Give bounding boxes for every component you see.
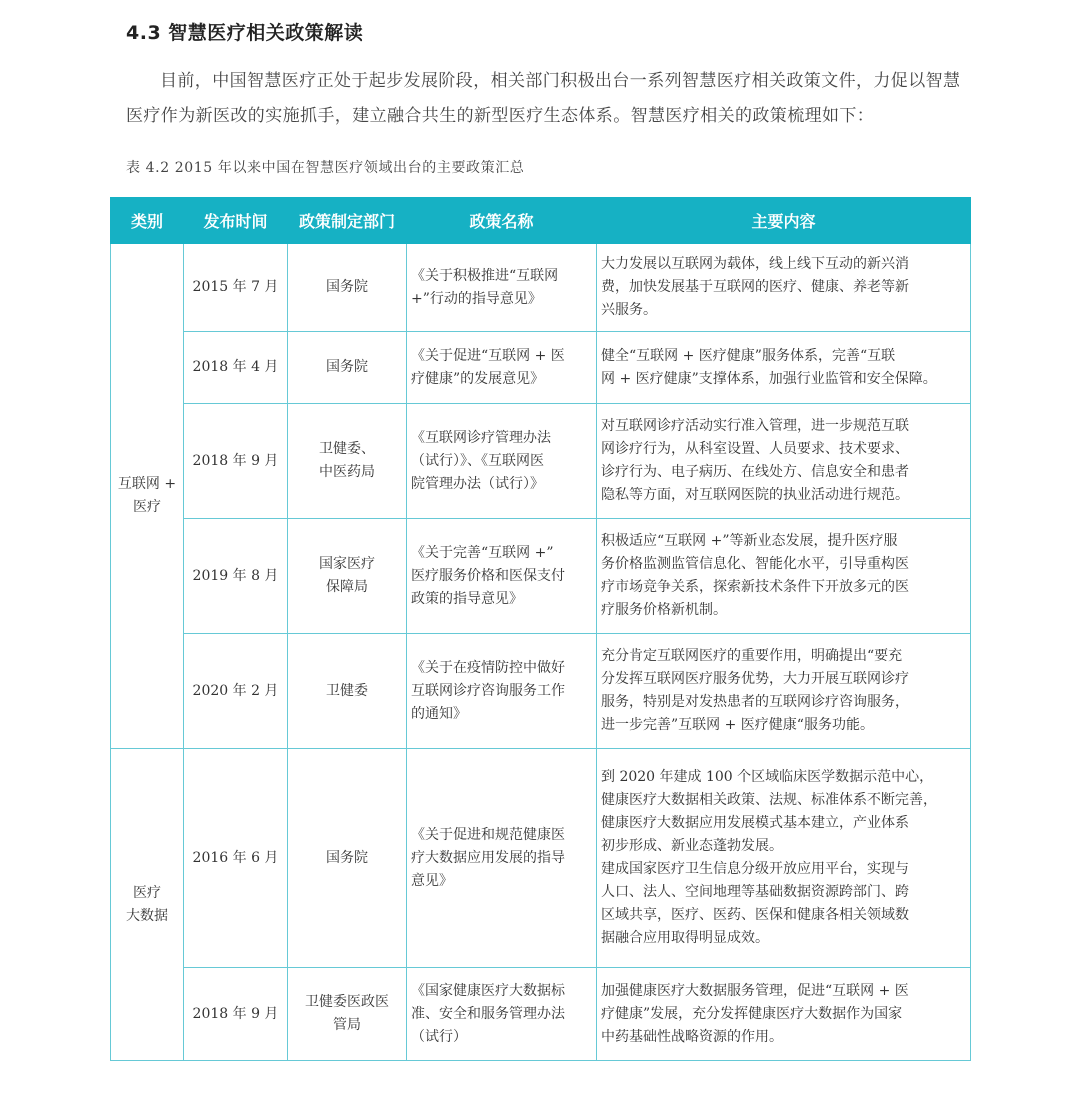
department-cell-line: 国务院: [326, 359, 368, 375]
policy-name-cell-line: （试行）: [411, 1028, 467, 1045]
main-content-cell-line: 网 + 医疗健康”支撑体系，加强行业监管和安全保障。: [601, 370, 937, 387]
department-cell-line: 卫健委: [326, 682, 368, 699]
main-content-cell-line: 中药基础性战略资源的作用。: [601, 1028, 783, 1045]
main-content-cell-line: 分发挥互联网医疗服务优势，大力开展互联网诊疗: [601, 671, 909, 687]
policy-name-cell-line: 的通知》: [411, 705, 467, 722]
header-policy-name: 政策名称: [407, 198, 597, 244]
category-cell: [111, 244, 184, 749]
main-content-cell-line: 进一步完善”互联网 + 医疗健康“服务功能。: [601, 717, 874, 733]
table-row: [111, 244, 971, 332]
main-content-cell: [597, 244, 971, 332]
table-row: [111, 404, 971, 519]
department-cell: [288, 404, 407, 519]
policy-name-cell-line: 《关于在疫情防控中做好: [411, 659, 565, 676]
policy-name-cell: [407, 519, 597, 634]
department-cell: [288, 634, 407, 749]
policy-name-cell-line: +”行动的指导意见》: [411, 290, 542, 307]
policy-name-cell: [407, 968, 597, 1061]
policy-name-cell-line: 《关于促进“互联网 + 医: [411, 347, 565, 364]
policy-table: [110, 197, 971, 1061]
main-content-cell-line: 初步形成、新业态蓬勃发展。: [601, 838, 783, 854]
table-row: [111, 749, 971, 968]
policy-name-cell-line: 意见》: [411, 872, 453, 889]
main-content-cell-line: 对互联网诊疗活动实行准入管理，进一步规范互联: [601, 418, 909, 434]
policy-name-cell-line: 医疗服务价格和医保支付: [411, 567, 565, 584]
date-cell: 2019 年 8 月: [184, 519, 288, 634]
main-content-cell: [597, 968, 971, 1061]
date-cell: 2018 年 9 月: [184, 404, 288, 519]
table-row: [111, 968, 971, 1061]
date-cell: 2020 年 2 月: [184, 634, 288, 749]
policy-name-cell-line: 《互联网诊疗管理办法: [411, 429, 551, 446]
main-content-cell-line: 健康医疗大数据相关政策、法规、标准体系不断完善，: [601, 792, 937, 808]
main-content-cell-line: 隐私等方面，对互联网医院的执业活动进行规范。: [601, 487, 909, 503]
category-cell-line: 医疗: [133, 884, 161, 901]
header-category: 类别: [111, 198, 184, 244]
category-cell-line: 医疗: [133, 499, 161, 515]
header-main-content: 主要内容: [597, 198, 971, 244]
policy-name-cell-line: 《关于完善“互联网 +”: [411, 544, 554, 561]
intro-paragraph: 目前，中国智慧医疗正处于起步发展阶段，相关部门积极出台一系列智慧医疗相关政策文件，力促以智慧医疗作为新医改的实施抓手，建立融合共生的新型医疗生态体系。智慧医疗相关的政策梳理如下：: [126, 71, 961, 126]
main-content-cell-line: 大力发展以互联网为载体，线上线下互动的新兴消: [601, 256, 909, 272]
policy-name-cell-line: （试行）》、《互联网医: [411, 452, 544, 469]
department-cell-line: 保障局: [326, 579, 368, 595]
main-content-cell-line: 人口、法人、空间地理等基础数据资源跨部门、跨: [601, 884, 909, 900]
department-cell-line: 国务院: [326, 279, 368, 295]
main-content-cell-line: 健全“互联网 + 医疗健康”服务体系，完善“互联: [601, 347, 896, 364]
main-content-cell: [597, 634, 971, 749]
table-body: [111, 244, 971, 1061]
main-content-cell-line: 务价格监测监管信息化、智能化水平，引导重构医: [601, 556, 909, 572]
department-cell-line: 卫健委医政医: [305, 994, 389, 1010]
main-content-cell-line: 健康医疗大数据应用发展模式基本建立，产业体系: [601, 815, 909, 831]
main-content-cell-line: 费，加快发展基于互联网的医疗、健康、养老等新: [601, 279, 909, 295]
main-content-cell: [597, 749, 971, 968]
main-content-cell: [597, 332, 971, 404]
main-content-cell-line: 积极适应“互联网 +”等新业态发展，提升医疗服: [601, 533, 898, 549]
policy-name-cell: [407, 749, 597, 968]
policy-name-cell: [407, 404, 597, 519]
main-content-cell-line: 服务，特别是对发热患者的互联网诊疗咨询服务，: [601, 694, 909, 710]
policy-name-cell-line: 政策的指导意见》: [411, 590, 523, 607]
main-content-cell-line: 网诊疗行为，从科室设置、人员要求、技术要求、: [601, 441, 909, 457]
main-content-cell-line: 疗服务价格新机制。: [601, 602, 727, 618]
main-content-cell-line: 兴服务。: [601, 302, 657, 318]
date-cell: 2016 年 6 月: [184, 749, 288, 968]
main-content-cell-line: 诊疗行为、电子病历、在线处方、信息安全和患者: [601, 464, 909, 480]
category-cell: [111, 749, 184, 1061]
department-cell-line: 中医药局: [319, 464, 375, 480]
main-content-cell-line: 充分肯定互联网医疗的重要作用，明确提出“要充: [601, 648, 903, 664]
policy-name-cell-line: 《国家健康医疗大数据标: [411, 982, 565, 999]
department-cell: [288, 968, 407, 1061]
main-content-cell: [597, 404, 971, 519]
table-caption: 表 4.2 2015 年以来中国在智慧医疗领域出台的主要政策汇总: [126, 160, 525, 176]
date-cell: 2015 年 7 月: [184, 244, 288, 332]
header-department: 政策制定部门: [288, 198, 407, 244]
policy-name-cell-line: 疗大数据应用发展的指导: [411, 849, 565, 866]
main-content-cell: [597, 519, 971, 634]
department-cell-line: 国家医疗: [319, 556, 375, 572]
category-cell-line: 互联网 +: [117, 476, 177, 492]
table-row: [111, 519, 971, 634]
section-heading: 4.3 智慧医疗相关政策解读: [126, 22, 364, 44]
main-content-cell-line: 疗市场竞争关系，探索新技术条件下开放多元的医: [601, 579, 909, 595]
main-content-cell-line: 建成国家医疗卫生信息分级开放应用平台，实现与: [601, 861, 909, 877]
policy-name-cell-line: 《关于积极推进“互联网: [411, 267, 559, 284]
header-date: 发布时间: [184, 198, 288, 244]
policy-name-cell: [407, 634, 597, 749]
department-cell: [288, 332, 407, 404]
department-cell-line: 卫健委、: [319, 441, 375, 457]
policy-name-cell: [407, 244, 597, 332]
main-content-cell-line: 加强健康医疗大数据服务管理，促进“互联网 + 医: [601, 982, 909, 999]
department-cell: [288, 244, 407, 332]
policy-name-cell-line: 互联网诊疗咨询服务工作: [411, 682, 565, 699]
date-cell: 2018 年 4 月: [184, 332, 288, 404]
policy-name-cell: [407, 332, 597, 404]
policy-name-cell-line: 《关于促进和规范健康医: [411, 826, 565, 843]
table-row: [111, 332, 971, 404]
category-cell-line: 大数据: [126, 907, 168, 924]
table-row: [111, 634, 971, 749]
policy-name-cell-line: 准、安全和服务管理办法: [411, 1005, 565, 1022]
main-content-cell-line: 区域共享，医疗、医药、医保和健康各相关领域数: [601, 907, 909, 923]
department-cell: [288, 519, 407, 634]
department-cell: [288, 749, 407, 968]
table-header-row: [111, 198, 971, 244]
main-content-cell-line: 疗健康”发展，充分发挥健康医疗大数据作为国家: [601, 1005, 903, 1022]
date-cell: 2018 年 9 月: [184, 968, 288, 1061]
policy-name-cell-line: 院管理办法（试行）》: [411, 475, 544, 492]
main-content-cell-line: 据融合应用取得明显成效。: [601, 930, 769, 946]
main-content-cell-line: 到 2020 年建成 100 个区域临床医学数据示范中心，: [601, 769, 934, 785]
department-cell-line: 管局: [333, 1017, 361, 1033]
policy-name-cell-line: 疗健康”的发展意见》: [411, 370, 545, 387]
department-cell-line: 国务院: [326, 849, 368, 866]
